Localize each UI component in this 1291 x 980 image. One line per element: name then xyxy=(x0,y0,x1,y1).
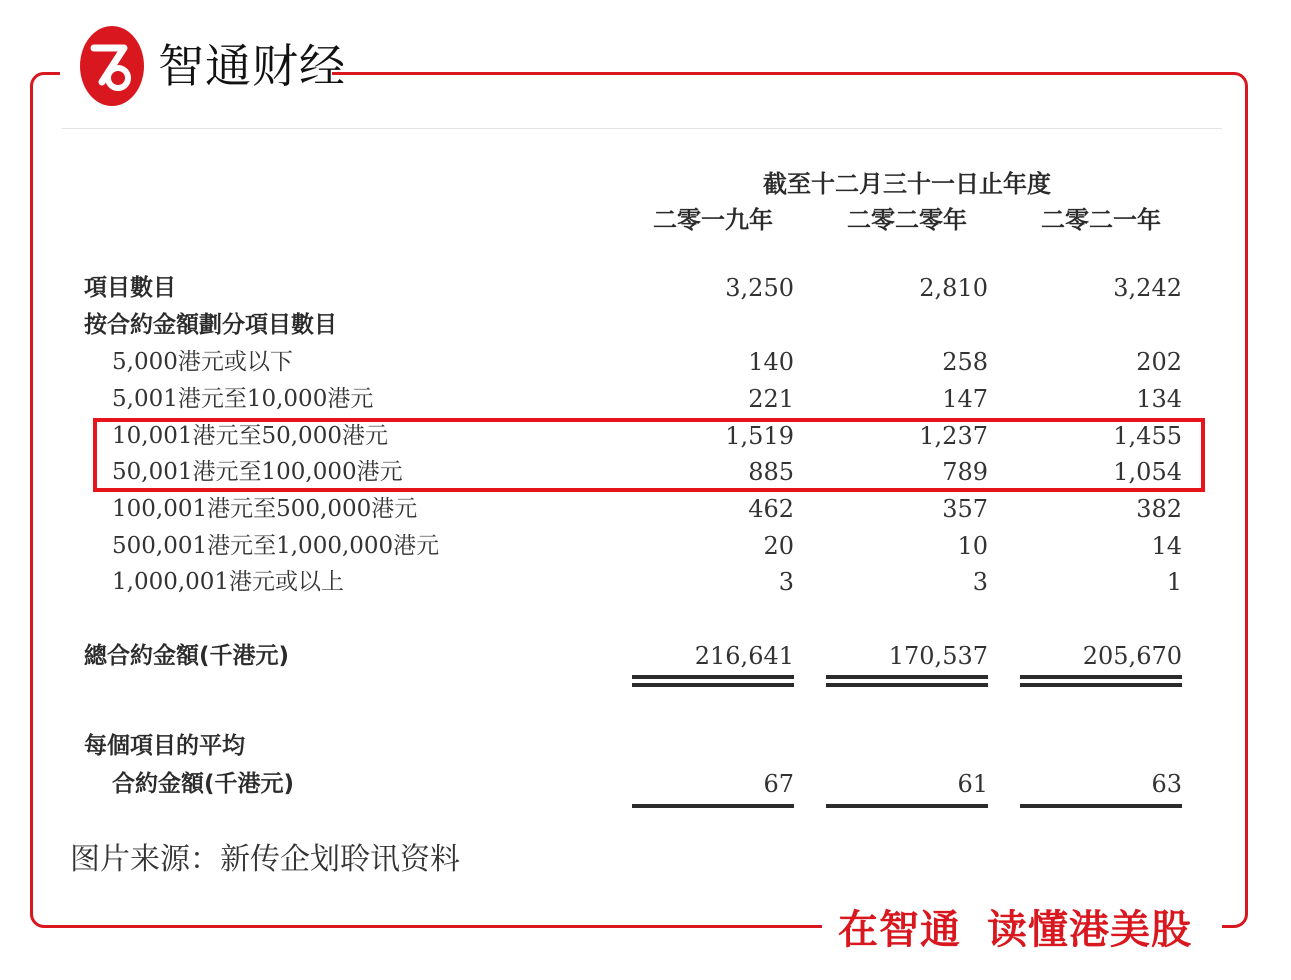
row-label: 1,000,001港元或以上 xyxy=(112,569,345,595)
row-label: 每個項目的平均 xyxy=(84,733,245,759)
row-label: 總合約金額(千港元) xyxy=(84,643,290,669)
row-value-2020: 3 xyxy=(972,568,988,596)
row-value-2021: 14 xyxy=(1151,532,1182,560)
slogan-right: 读懂港美股 xyxy=(987,907,1192,953)
slogan-left: 在智通 xyxy=(838,907,961,953)
row-value-2020: 170,537 xyxy=(888,642,988,670)
row-label: 500,001港元至1,000,000港元 xyxy=(112,533,440,559)
total-double-rule xyxy=(632,675,794,687)
row-value-2020: 789 xyxy=(942,458,988,486)
row-value-2019: 462 xyxy=(748,495,794,523)
zhitong-logo-icon xyxy=(80,26,144,106)
row-value-2021: 3,242 xyxy=(1113,274,1182,302)
header-divider xyxy=(62,128,1222,129)
row-value-2019: 885 xyxy=(748,458,794,486)
table-row xyxy=(0,307,1291,343)
total-double-rule xyxy=(1020,675,1182,687)
table-row xyxy=(0,491,1291,527)
row-value-2020: 10 xyxy=(957,532,988,560)
average-rule xyxy=(1020,804,1182,808)
table-row xyxy=(0,381,1291,417)
year-header-2020: 二零二零年 xyxy=(847,206,967,234)
brand-name: 智通财经 xyxy=(158,39,346,93)
row-value-2019: 140 xyxy=(748,348,794,376)
row-label: 10,001港元至50,000港元 xyxy=(112,423,388,449)
table-row-total xyxy=(0,638,1291,674)
row-value-2019: 1,519 xyxy=(725,422,794,450)
row-value-2020: 258 xyxy=(942,348,988,376)
table-row-average xyxy=(0,766,1291,802)
row-value-2021: 1 xyxy=(1166,568,1182,596)
year-header-2019: 二零一九年 xyxy=(653,206,773,234)
row-value-2021: 1,455 xyxy=(1113,422,1182,450)
table-row xyxy=(0,270,1291,306)
table-row xyxy=(0,528,1291,564)
row-label: 合約金額(千港元) xyxy=(112,771,295,797)
period-header: 截至十二月三十一日止年度 xyxy=(763,170,1051,198)
row-value-2019: 216,641 xyxy=(694,642,794,670)
row-value-2021: 205,670 xyxy=(1082,642,1182,670)
row-value-2020: 1,237 xyxy=(919,422,988,450)
row-value-2021: 202 xyxy=(1136,348,1182,376)
total-double-rule xyxy=(826,675,988,687)
row-value-2019: 3,250 xyxy=(725,274,794,302)
row-value-2020: 357 xyxy=(942,495,988,523)
slogan xyxy=(838,904,1192,956)
table-row xyxy=(0,728,1291,764)
highlight-box xyxy=(93,418,1205,492)
row-label: 50,001港元至100,000港元 xyxy=(112,459,403,485)
row-value-2021: 1,054 xyxy=(1113,458,1182,486)
row-value-2020: 61 xyxy=(957,770,988,798)
source-note: 图片来源：新传企划聆讯资料 xyxy=(70,842,460,877)
row-label: 5,000港元或以下 xyxy=(112,349,293,375)
row-label: 項目數目 xyxy=(84,275,176,301)
table-row xyxy=(0,344,1291,380)
row-value-2019: 221 xyxy=(748,385,794,413)
row-value-2021: 382 xyxy=(1136,495,1182,523)
row-value-2019: 67 xyxy=(763,770,794,798)
row-value-2021: 63 xyxy=(1151,770,1182,798)
average-rule xyxy=(826,804,988,808)
average-rule xyxy=(632,804,794,808)
row-value-2021: 134 xyxy=(1136,385,1182,413)
table-row xyxy=(0,564,1291,600)
year-header-2021: 二零二一年 xyxy=(1041,206,1161,234)
row-value-2019: 3 xyxy=(778,568,794,596)
row-value-2019: 20 xyxy=(763,532,794,560)
row-label: 按合約金額劃分項目數目 xyxy=(84,312,337,338)
row-label: 100,001港元至500,000港元 xyxy=(112,496,418,522)
row-value-2020: 2,810 xyxy=(919,274,988,302)
row-value-2020: 147 xyxy=(942,385,988,413)
row-label: 5,001港元至10,000港元 xyxy=(112,386,374,412)
